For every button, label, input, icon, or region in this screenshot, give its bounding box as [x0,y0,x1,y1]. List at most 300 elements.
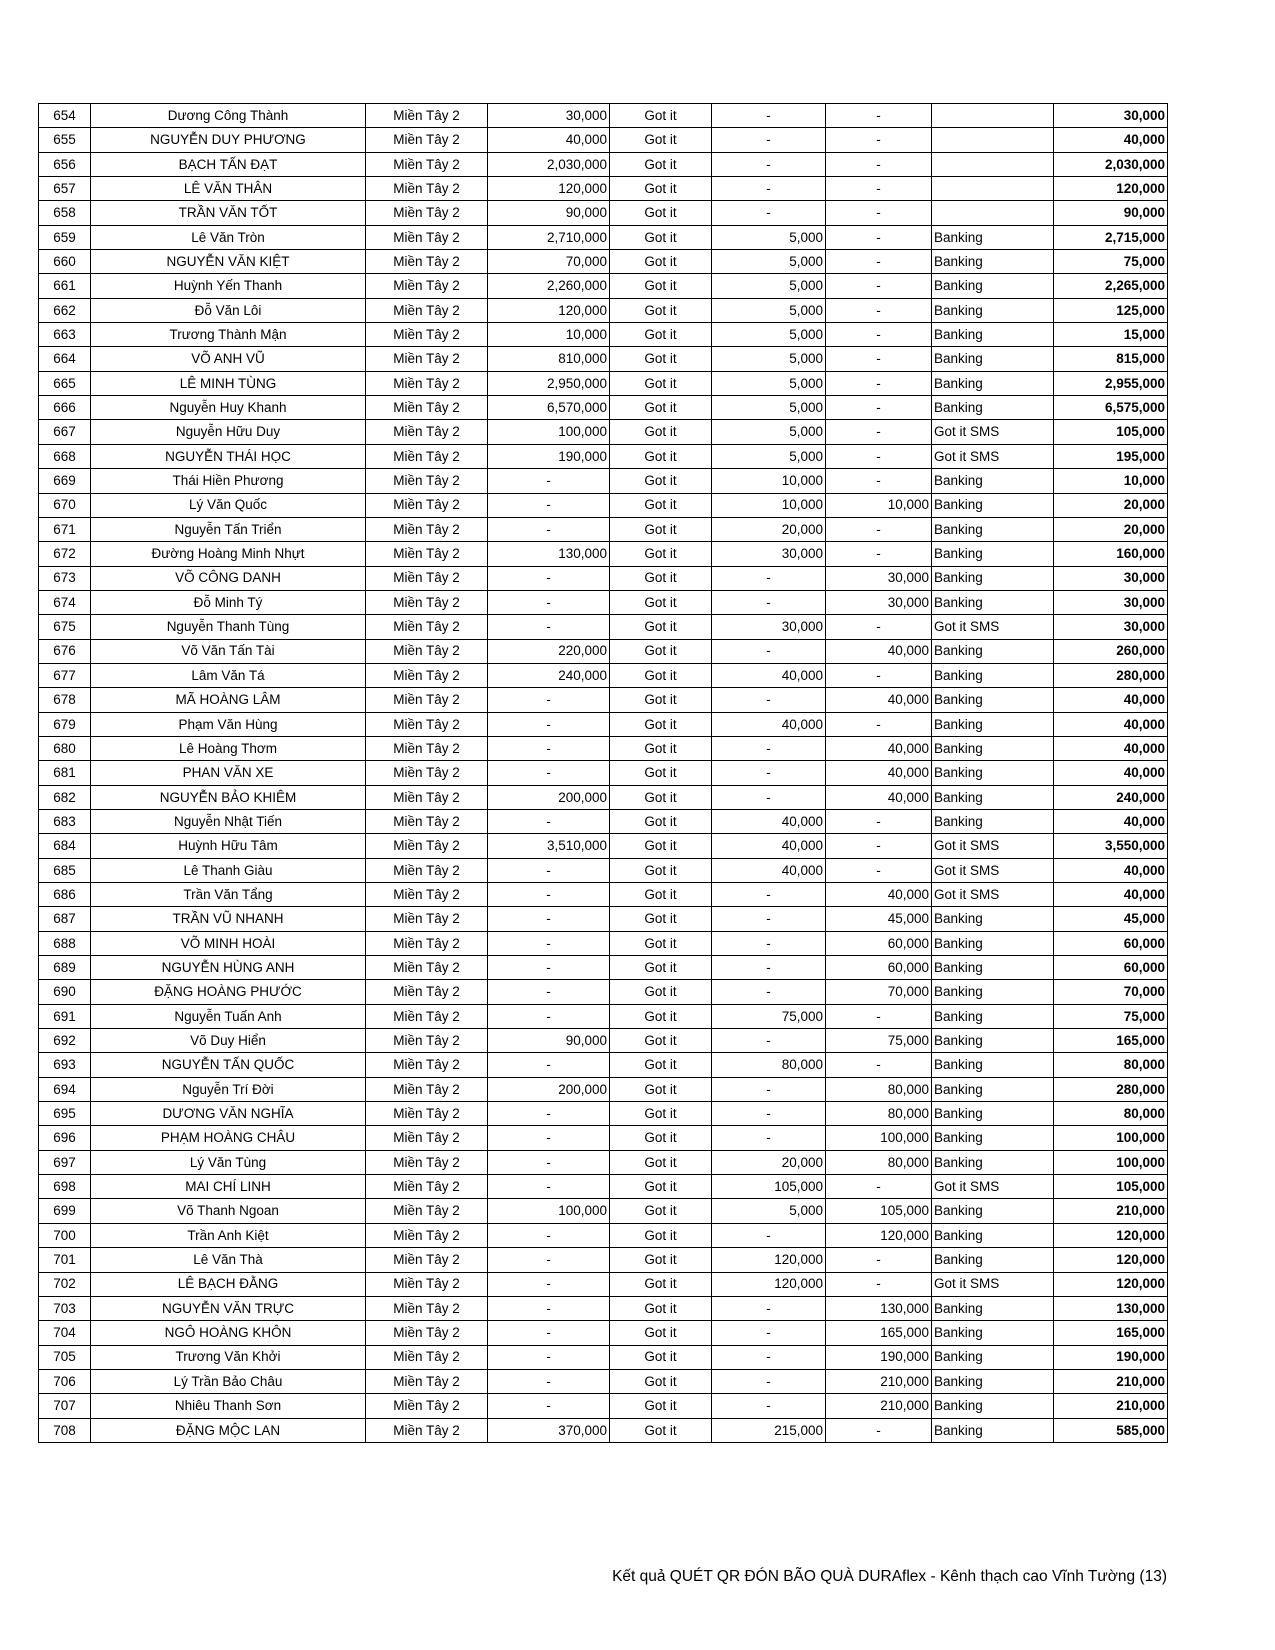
cell-row-number: 658 [39,201,91,225]
results-table-body [39,104,1168,1443]
cell-region: Miền Tây 2 [366,736,488,760]
cell-region: Miền Tây 2 [366,1394,488,1418]
cell-row-number: 685 [39,858,91,882]
cell-amount-3: 70,000 [826,980,932,1004]
cell-gotit-status: Got it [610,1345,712,1369]
cell-region: Miền Tây 2 [366,590,488,614]
cell-name: Nguyễn Huy Khanh [91,396,366,420]
cell-amount-3: - [826,809,932,833]
cell-amount-scan: 200,000 [488,785,610,809]
cell-region: Miền Tây 2 [366,1053,488,1077]
cell-gotit-status: Got it [610,371,712,395]
cell-amount-2: 215,000 [712,1418,826,1442]
cell-payment-method: Banking [932,663,1054,687]
cell-amount-scan: - [488,1321,610,1345]
cell-amount-scan: - [488,1004,610,1028]
table-row [39,104,1168,128]
cell-region: Miền Tây 2 [366,1126,488,1150]
cell-region: Miền Tây 2 [366,1248,488,1272]
cell-payment-method: Got it SMS [932,1175,1054,1199]
cell-amount-3: - [826,615,932,639]
cell-amount-scan: 100,000 [488,1199,610,1223]
cell-amount-3: - [826,323,932,347]
cell-total: 6,575,000 [1054,396,1168,420]
cell-total: 45,000 [1054,907,1168,931]
table-row [39,128,1168,152]
cell-amount-2: 80,000 [712,1053,826,1077]
cell-gotit-status: Got it [610,761,712,785]
cell-region: Miền Tây 2 [366,1150,488,1174]
cell-amount-3: - [826,1004,932,1028]
cell-row-number: 659 [39,225,91,249]
cell-name: Nhiêu Thanh Sơn [91,1394,366,1418]
cell-amount-3: - [826,298,932,322]
cell-payment-method: Banking [932,1199,1054,1223]
cell-amount-2: - [712,1029,826,1053]
cell-name: Lý Trần Bảo Châu [91,1369,366,1393]
table-row [39,858,1168,882]
cell-gotit-status: Got it [610,1053,712,1077]
cell-amount-3: 45,000 [826,907,932,931]
cell-gotit-status: Got it [610,712,712,736]
cell-gotit-status: Got it [610,1126,712,1150]
cell-region: Miền Tây 2 [366,615,488,639]
cell-name: NGUYỄN BẢO KHIÊM [91,785,366,809]
cell-region: Miền Tây 2 [366,274,488,298]
cell-total: 40,000 [1054,809,1168,833]
cell-total: 3,550,000 [1054,834,1168,858]
cell-total: 30,000 [1054,590,1168,614]
cell-amount-3: 30,000 [826,566,932,590]
cell-amount-3: - [826,177,932,201]
table-row [39,1077,1168,1101]
cell-row-number: 677 [39,663,91,687]
cell-amount-3: - [826,469,932,493]
cell-name: Đường Hoàng Minh Nhựt [91,542,366,566]
cell-payment-method: Banking [932,785,1054,809]
cell-gotit-status: Got it [610,931,712,955]
cell-region: Miền Tây 2 [366,1004,488,1028]
cell-amount-3: - [826,420,932,444]
cell-amount-scan: 3,510,000 [488,834,610,858]
cell-name: Nguyễn Trí Đời [91,1077,366,1101]
cell-gotit-status: Got it [610,858,712,882]
cell-region: Miền Tây 2 [366,152,488,176]
cell-gotit-status: Got it [610,834,712,858]
cell-amount-2: 75,000 [712,1004,826,1028]
cell-region: Miền Tây 2 [366,420,488,444]
cell-total: 75,000 [1054,250,1168,274]
cell-payment-method: Banking [932,639,1054,663]
cell-row-number: 674 [39,590,91,614]
cell-amount-3: - [826,1272,932,1296]
cell-row-number: 671 [39,517,91,541]
cell-region: Miền Tây 2 [366,517,488,541]
cell-amount-3: 210,000 [826,1394,932,1418]
cell-name: Nguyễn Tấn Triển [91,517,366,541]
cell-amount-2: - [712,1321,826,1345]
cell-amount-2: 5,000 [712,371,826,395]
cell-name: Nguyễn Hữu Duy [91,420,366,444]
cell-gotit-status: Got it [610,785,712,809]
cell-row-number: 690 [39,980,91,1004]
cell-amount-2: - [712,201,826,225]
cell-region: Miền Tây 2 [366,834,488,858]
cell-amount-2: - [712,1394,826,1418]
cell-gotit-status: Got it [610,980,712,1004]
cell-amount-3: 30,000 [826,590,932,614]
cell-gotit-status: Got it [610,177,712,201]
cell-total: 105,000 [1054,420,1168,444]
cell-gotit-status: Got it [610,128,712,152]
cell-amount-scan: - [488,761,610,785]
table-row [39,371,1168,395]
cell-row-number: 697 [39,1150,91,1174]
cell-gotit-status: Got it [610,517,712,541]
table-row [39,1369,1168,1393]
cell-amount-2: - [712,152,826,176]
cell-amount-3: 80,000 [826,1150,932,1174]
cell-row-number: 699 [39,1199,91,1223]
cell-amount-scan: - [488,883,610,907]
cell-name: TRẦN VĂN TỐT [91,201,366,225]
cell-amount-scan: - [488,688,610,712]
cell-amount-2: 5,000 [712,347,826,371]
cell-row-number: 706 [39,1369,91,1393]
cell-amount-scan: - [488,469,610,493]
cell-total: 280,000 [1054,663,1168,687]
cell-row-number: 654 [39,104,91,128]
cell-amount-scan: 200,000 [488,1077,610,1101]
cell-row-number: 668 [39,444,91,468]
cell-amount-scan: 130,000 [488,542,610,566]
cell-region: Miền Tây 2 [366,542,488,566]
cell-amount-scan: 70,000 [488,250,610,274]
cell-region: Miền Tây 2 [366,931,488,955]
table-row [39,1296,1168,1320]
cell-amount-2: - [712,1102,826,1126]
cell-gotit-status: Got it [610,688,712,712]
cell-name: Lâm Văn Tá [91,663,366,687]
cell-row-number: 700 [39,1223,91,1247]
cell-amount-3: - [826,225,932,249]
cell-payment-method: Got it SMS [932,444,1054,468]
cell-amount-scan: - [488,1394,610,1418]
cell-total: 585,000 [1054,1418,1168,1442]
cell-gotit-status: Got it [610,1102,712,1126]
cell-gotit-status: Got it [610,469,712,493]
cell-amount-3: 75,000 [826,1029,932,1053]
cell-payment-method: Banking [932,1345,1054,1369]
cell-amount-3: 190,000 [826,1345,932,1369]
cell-amount-3: - [826,1175,932,1199]
cell-gotit-status: Got it [610,152,712,176]
cell-payment-method: Banking [932,736,1054,760]
cell-amount-2: 5,000 [712,444,826,468]
cell-payment-method: Got it SMS [932,615,1054,639]
cell-payment-method: Banking [932,225,1054,249]
cell-payment-method: Got it SMS [932,420,1054,444]
cell-amount-3: - [826,250,932,274]
cell-amount-scan: - [488,615,610,639]
results-table [38,103,1168,1443]
cell-name: VÕ CÔNG DANH [91,566,366,590]
cell-name: VÕ ANH VŨ [91,347,366,371]
cell-payment-method: Got it SMS [932,1272,1054,1296]
cell-payment-method: Banking [932,712,1054,736]
table-row [39,1175,1168,1199]
table-row [39,1394,1168,1418]
cell-amount-scan: 10,000 [488,323,610,347]
cell-total: 210,000 [1054,1369,1168,1393]
cell-row-number: 670 [39,493,91,517]
cell-amount-scan: 90,000 [488,1029,610,1053]
cell-region: Miền Tây 2 [366,663,488,687]
cell-region: Miền Tây 2 [366,1175,488,1199]
cell-region: Miền Tây 2 [366,493,488,517]
cell-payment-method: Banking [932,1029,1054,1053]
cell-total: 100,000 [1054,1126,1168,1150]
cell-name: Võ Văn Tấn Tài [91,639,366,663]
cell-payment-method: Banking [932,761,1054,785]
cell-amount-3: - [826,1418,932,1442]
cell-payment-method: Banking [932,371,1054,395]
cell-name: NGUYỄN HÙNG ANH [91,956,366,980]
table-row [39,566,1168,590]
cell-region: Miền Tây 2 [366,1077,488,1101]
cell-gotit-status: Got it [610,590,712,614]
cell-amount-2: 20,000 [712,1150,826,1174]
cell-amount-scan: 120,000 [488,177,610,201]
cell-payment-method [932,104,1054,128]
cell-payment-method [932,201,1054,225]
cell-name: NGUYỄN VĂN TRỰC [91,1296,366,1320]
cell-payment-method: Banking [932,907,1054,931]
cell-amount-scan: - [488,517,610,541]
cell-row-number: 678 [39,688,91,712]
cell-amount-2: 5,000 [712,274,826,298]
cell-gotit-status: Got it [610,1321,712,1345]
cell-total: 260,000 [1054,639,1168,663]
cell-payment-method: Banking [932,323,1054,347]
cell-amount-3: 100,000 [826,1126,932,1150]
cell-row-number: 692 [39,1029,91,1053]
table-row [39,931,1168,955]
table-row [39,1053,1168,1077]
cell-gotit-status: Got it [610,615,712,639]
cell-name: Nguyễn Tuấn Anh [91,1004,366,1028]
cell-payment-method: Banking [932,250,1054,274]
cell-region: Miền Tây 2 [366,1272,488,1296]
cell-amount-scan: 190,000 [488,444,610,468]
cell-total: 2,030,000 [1054,152,1168,176]
cell-row-number: 665 [39,371,91,395]
cell-gotit-status: Got it [610,1296,712,1320]
cell-payment-method: Banking [932,396,1054,420]
cell-row-number: 698 [39,1175,91,1199]
cell-name: Trần Anh Kiệt [91,1223,366,1247]
cell-amount-scan: 40,000 [488,128,610,152]
cell-amount-3: - [826,517,932,541]
cell-total: 2,955,000 [1054,371,1168,395]
cell-payment-method: Banking [932,1418,1054,1442]
cell-name: Nguyễn Thanh Tùng [91,615,366,639]
cell-row-number: 683 [39,809,91,833]
cell-gotit-status: Got it [610,1077,712,1101]
table-row [39,688,1168,712]
cell-row-number: 695 [39,1102,91,1126]
cell-amount-scan: - [488,809,610,833]
cell-amount-2: - [712,883,826,907]
cell-region: Miền Tây 2 [366,298,488,322]
cell-region: Miền Tây 2 [366,907,488,931]
cell-name: BẠCH TẤN ĐẠT [91,152,366,176]
table-row [39,1321,1168,1345]
cell-total: 70,000 [1054,980,1168,1004]
cell-row-number: 673 [39,566,91,590]
cell-gotit-status: Got it [610,1175,712,1199]
cell-amount-2: - [712,956,826,980]
cell-region: Miền Tây 2 [366,761,488,785]
cell-amount-2: 105,000 [712,1175,826,1199]
cell-amount-3: - [826,104,932,128]
table-row [39,956,1168,980]
cell-amount-2: 10,000 [712,469,826,493]
cell-payment-method: Banking [932,1394,1054,1418]
table-row [39,590,1168,614]
cell-region: Miền Tây 2 [366,177,488,201]
table-row [39,201,1168,225]
cell-payment-method: Banking [932,1369,1054,1393]
cell-amount-2: 30,000 [712,542,826,566]
cell-amount-scan: 220,000 [488,639,610,663]
cell-gotit-status: Got it [610,225,712,249]
cell-amount-2: - [712,1296,826,1320]
cell-region: Miền Tây 2 [366,371,488,395]
cell-amount-2: - [712,980,826,1004]
cell-total: 130,000 [1054,1296,1168,1320]
cell-name: Lý Văn Quốc [91,493,366,517]
cell-row-number: 661 [39,274,91,298]
cell-amount-2: 5,000 [712,298,826,322]
cell-amount-scan: - [488,1272,610,1296]
cell-amount-scan: - [488,493,610,517]
cell-row-number: 666 [39,396,91,420]
cell-amount-3: - [826,834,932,858]
cell-amount-2: - [712,639,826,663]
table-row [39,1248,1168,1272]
cell-total: 20,000 [1054,493,1168,517]
table-row [39,396,1168,420]
cell-payment-method: Banking [932,566,1054,590]
table-row [39,785,1168,809]
cell-payment-method: Banking [932,1223,1054,1247]
cell-gotit-status: Got it [610,420,712,444]
cell-row-number: 672 [39,542,91,566]
cell-name: NGÔ HOÀNG KHÔN [91,1321,366,1345]
cell-amount-scan: - [488,1150,610,1174]
cell-region: Miền Tây 2 [366,785,488,809]
table-row [39,1223,1168,1247]
cell-total: 40,000 [1054,688,1168,712]
cell-region: Miền Tây 2 [366,956,488,980]
cell-name: DƯƠNG VĂN NGHĨA [91,1102,366,1126]
cell-name: Phạm Văn Hùng [91,712,366,736]
cell-amount-3: 40,000 [826,785,932,809]
cell-total: 100,000 [1054,1150,1168,1174]
cell-total: 10,000 [1054,469,1168,493]
table-row [39,883,1168,907]
cell-row-number: 669 [39,469,91,493]
cell-amount-scan: 90,000 [488,201,610,225]
cell-region: Miền Tây 2 [366,1102,488,1126]
cell-region: Miền Tây 2 [366,1418,488,1442]
cell-payment-method: Banking [932,1150,1054,1174]
cell-name: Trương Thành Mận [91,323,366,347]
table-row [39,639,1168,663]
cell-total: 120,000 [1054,1248,1168,1272]
cell-amount-scan: 100,000 [488,420,610,444]
cell-amount-2: 5,000 [712,225,826,249]
cell-amount-2: 40,000 [712,663,826,687]
cell-name: Trương Văn Khởi [91,1345,366,1369]
cell-amount-3: - [826,444,932,468]
cell-name: NGUYỄN TẤN QUỐC [91,1053,366,1077]
cell-row-number: 662 [39,298,91,322]
cell-amount-scan: - [488,1053,610,1077]
cell-amount-2: 5,000 [712,1199,826,1223]
cell-total: 165,000 [1054,1029,1168,1053]
cell-region: Miền Tây 2 [366,323,488,347]
cell-total: 125,000 [1054,298,1168,322]
cell-row-number: 688 [39,931,91,955]
cell-row-number: 705 [39,1345,91,1369]
cell-gotit-status: Got it [610,444,712,468]
table-row [39,736,1168,760]
cell-region: Miền Tây 2 [366,347,488,371]
cell-row-number: 691 [39,1004,91,1028]
cell-row-number: 660 [39,250,91,274]
table-row [39,1150,1168,1174]
table-row [39,1199,1168,1223]
cell-total: 120,000 [1054,177,1168,201]
table-row [39,834,1168,858]
cell-amount-2: - [712,931,826,955]
table-row [39,152,1168,176]
cell-gotit-status: Got it [610,736,712,760]
cell-total: 40,000 [1054,736,1168,760]
cell-amount-2: 40,000 [712,834,826,858]
cell-region: Miền Tây 2 [366,688,488,712]
cell-name: ĐẶNG HOÀNG PHƯỚC [91,980,366,1004]
cell-amount-2: - [712,1077,826,1101]
cell-amount-3: 120,000 [826,1223,932,1247]
cell-total: 40,000 [1054,712,1168,736]
cell-payment-method: Banking [932,1053,1054,1077]
cell-name: Đỗ Văn Lôi [91,298,366,322]
cell-payment-method: Got it SMS [932,834,1054,858]
cell-region: Miền Tây 2 [366,566,488,590]
cell-amount-3: - [826,152,932,176]
cell-total: 280,000 [1054,1077,1168,1101]
cell-row-number: 687 [39,907,91,931]
cell-amount-2: 120,000 [712,1272,826,1296]
cell-name: Lê Văn Tròn [91,225,366,249]
cell-row-number: 664 [39,347,91,371]
cell-gotit-status: Got it [610,542,712,566]
cell-name: Huỳnh Yến Thanh [91,274,366,298]
cell-payment-method: Banking [932,980,1054,1004]
